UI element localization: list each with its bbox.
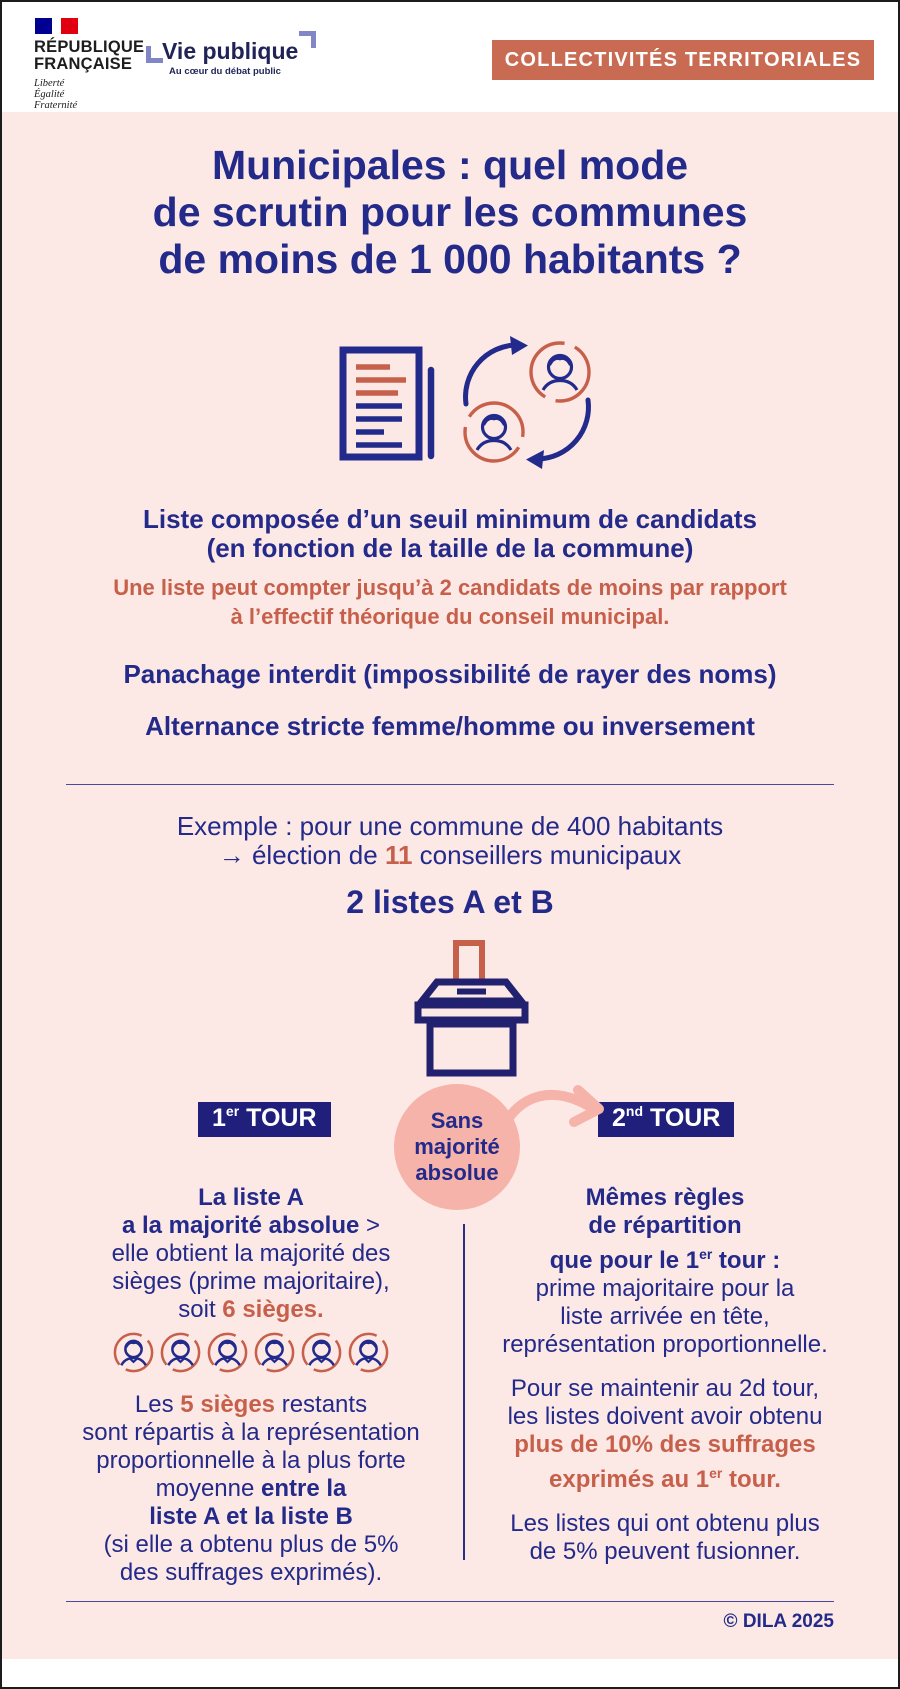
elected-person-icon — [205, 1330, 250, 1375]
lists-title: 2 listes A et B — [346, 884, 554, 920]
elected-person-icon — [252, 1330, 297, 1375]
round2-badge: 2 $^{nd}$ TOUR — [598, 1102, 734, 1137]
republique-name — [34, 39, 154, 72]
republique-francaise-logo — [34, 18, 154, 111]
bracket-top-right-icon — [299, 31, 316, 48]
candidates-rotation-icon — [452, 332, 602, 472]
majority-seats-row — [60, 1330, 442, 1375]
rule-alternance: Alternance stricte femme/homme ou inversement — [145, 711, 755, 741]
divider-bottom — [66, 1601, 834, 1602]
vie-publique-title: Vie publique — [162, 38, 299, 64]
copyright: © DILA 2025 — [723, 1611, 834, 1632]
round1-column: La liste A a la majorité absolue > elle obtient la majorité des sièges (prime majoritaire), soit 6 sièges. Les 5 sièges restants sont répartis à la représentation proportionnelle à la plus forte moyenne entre la liste A et la liste B (si elle a obtenu plus de 5% des suffrages exprimés). — [60, 1184, 442, 1587]
rule-panachage: Panachage interdit (impossibilité de rayer des noms) — [123, 659, 777, 689]
elected-person-icon — [299, 1330, 344, 1375]
rule-list-note: Une liste peut compter jusqu’à 2 candidats de moins par rapport à l’effectif théorique du conseil municipal. — [113, 575, 787, 629]
column-divider — [463, 1224, 465, 1560]
republique-motto: Liberté Égalité Fraternité — [34, 78, 78, 111]
elected-person-icon — [158, 1330, 203, 1375]
vie-publique-logo — [154, 32, 299, 77]
elected-person-icon — [346, 1330, 391, 1375]
round2-column: Mêmes règles de répartition que pour le 1er tour : prime majoritaire pour la liste arrivée en tête, représentation proportionnelle. Pour se maintenir au 2d tour, les listes doivent avoir obtenu plus de 10% des suffrages exprimés au 1er tour. Les listes qui ont obtenu plus de 5% peuvent fusionner. — [502, 1184, 828, 1565]
divider-top — [66, 784, 834, 785]
republique-line2: FRANÇAISE — [34, 54, 133, 73]
republique-line1: RÉPUBLIQUE — [34, 38, 145, 56]
page-title: Municipales : quel mode de scrutin pour les communes de moins de 1 000 habitants ? — [152, 142, 748, 282]
round1-badge: 1 $^{er}$ TOUR — [198, 1102, 331, 1137]
example-text: Exemple : pour une commune de 400 habitants → élection de 11 conseillers municipaux — [176, 811, 724, 870]
ballot-box-icon — [409, 940, 534, 1077]
councillors-count: 11 — [384, 840, 413, 870]
no-absolute-majority-bubble: Sans majorité absolue — [394, 1084, 520, 1210]
french-flag-icon — [35, 18, 79, 34]
bracket-bottom-left-icon — [146, 46, 163, 63]
rule-list-threshold: Liste composée d’un seuil minimum de candidats (en fonction de la taille de la commune) — [142, 504, 758, 563]
category-badge: COLLECTIVITÉS TERRITORIALES — [492, 40, 874, 80]
arrow-glyph: → — [218, 840, 245, 870]
vie-publique-tagline: Au cœur du débat public — [169, 66, 281, 77]
document-list-icon — [338, 346, 438, 461]
elected-person-icon — [111, 1330, 156, 1375]
